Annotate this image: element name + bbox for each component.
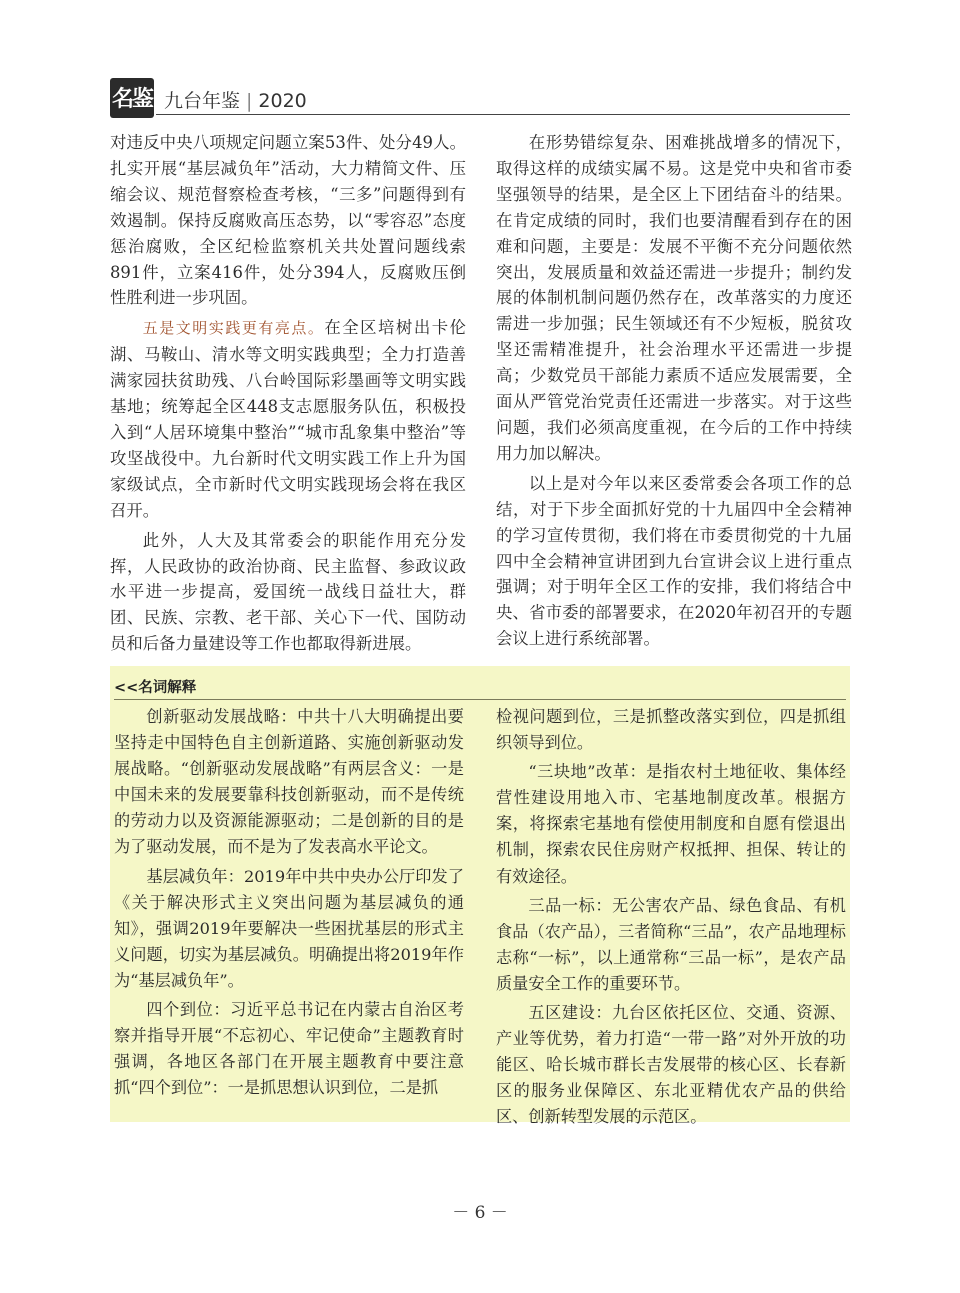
page-header [110,78,850,122]
glossary-left-column [114,704,464,1104]
glossary-entry: “三块地”改革：是指农村土地征收、集体经营性建设用地入市、宅基地制度改革。根据方案，将探索宅基地有偿使用制度和自愿有偿退出机制，探索农民住房财产权抵押、担保、转让的有效途径。 [496,762,846,886]
section-highlight: 五是文明实践更有亮点。 [142,319,325,338]
glossary-entry: 五区建设：九台区依托区位、交通、资源、产业等优势，着力打造“一带一路”对外开放的功能区、哈长城市群长吉发展带的核心区、长春新区的服务业保障区、东北亚精优农产品的供给区、创新转型发展的示范区。 [496,1003,846,1127]
glossary-right-column [496,704,846,1134]
glossary-entry: 检视问题到位，三是抓整改落实到位，四是抓组织领导到位。 [496,707,846,753]
glossary-box [110,666,850,1127]
logo-text: 名鉴 [111,86,152,112]
header-title [164,86,307,113]
paragraph: 以上是对今年以来区委常委会各项工作的总结，对于下步全面抓好党的十九届四中全会精神的学习宣传贯彻，我们将在市委贯彻党的十九届四中全会精神宣讲团到九台宣讲会议上进行重点强调；对于明年全区工作的安排，我们将结合中央、省市委的部署要求，在2020年初召开的专题会议上进行系统部署。 [496,473,852,649]
glossary-divider [114,699,846,700]
paragraph: 此外，人大及其常委会的职能作用充分发挥，人民政协的政治协商、民主监督、参政议政水平进一步提高，爱国统一战线日益壮大，群团、民族、宗教、老干部、关心下一代、国防动员和后备力量建设等工作也都取得新进展。 [110,530,466,654]
paragraph [110,315,466,523]
yearbook-title: 九台年鉴 [164,90,241,112]
yearbook-logo [110,78,154,118]
page-number: － 6 － [452,1203,508,1223]
header-separator: | [246,90,253,112]
glossary-entry: 三品一标：无公害农产品、绿色食品、有机食品（农产品），三者简称“三品”，农产品地理标志称“一标”，以上通常称“三品一标”，是农产品质量安全工作的重要环节。 [496,895,846,993]
glossary-entry: 创新驱动发展战略：中共十八大明确提出要坚持走中国特色自主创新道路、实施创新驱动发展战略。“创新驱动发展战略”有两层含义：一是中国未来的发展要靠科技创新驱动，而不是传统的劳动力以及资源能源驱动；二是创新的目的是为了驱动发展，而不是为了发表高水平论文。 [114,707,464,857]
glossary-heading: <<名词解释 [114,680,197,696]
left-text-column [110,130,466,661]
header-rule [156,114,850,115]
paragraph: 对违反中央八项规定问题立案53件、处分49人。扎实开展“基层减负年”活动，大力精简文件、压缩会议、规范督察检查考核，“三多”问题得到有效遏制。保持反腐败高压态势，以“零容忍”态度惩治腐败，全区纪检监察机关共处置问题线索891件，立案416件，处分394人，反腐败压倒性胜利进一步巩固。 [110,133,466,308]
glossary-entry: 基层减负年：2019年中共中央办公厅印发了《关于解决形式主义突出问题为基层减负的通知》，强调2019年要解决一些困扰基层的形式主义问题，切实为基层减负。明确提出将2019年作为“基层减负年”。 [114,866,464,990]
glossary-entry: 四个到位：习近平总书记在内蒙古自治区考察并指导开展“不忘初心、牢记使命”主题教育时强调，各地区各部门在开展主题教育中要注意抓“四个到位”：一是抓思想认识到位，二是抓 [114,1000,464,1098]
paragraph-body: 在全区培树出卡伦湖、马鞍山、清水等文明实践典型；全力打造善满家园扶贫助残、八台岭国际彩墨画等文明实践基地；统筹起全区448支志愿服务队伍，积极投入到“人居环境集中整治”“城市乱象集中整治”等攻坚战役中。九台新时代文明实践工作上升为国家级试点，全市新时代文明实践现场会将在我区召开。 [110,318,466,520]
right-text-column [496,130,852,656]
paragraph: 在形势错综复杂、困难挑战增多的情况下，取得这样的成绩实属不易。这是党中央和省市委坚强领导的结果，是全区上下团结奋斗的结果。在肯定成绩的同时，我们也要清醒看到存在的困难和问题，主要是：发展不平衡不充分问题依然突出，发展质量和效益还需进一步提升；制约发展的体制机制问题仍然存在，改革落实的力度还需进一步加强；民生领域还有不少短板，脱贫攻坚还需精准提升，社会治理水平还需进一步提高；少数党员干部能力素质不适应发展需要，全面从严管党治党责任还需进一步落实。对于这些问题，我们必须高度重视，在今后的工作中持续用力加以解决。 [496,133,852,463]
yearbook-year: 2020 [258,90,307,112]
